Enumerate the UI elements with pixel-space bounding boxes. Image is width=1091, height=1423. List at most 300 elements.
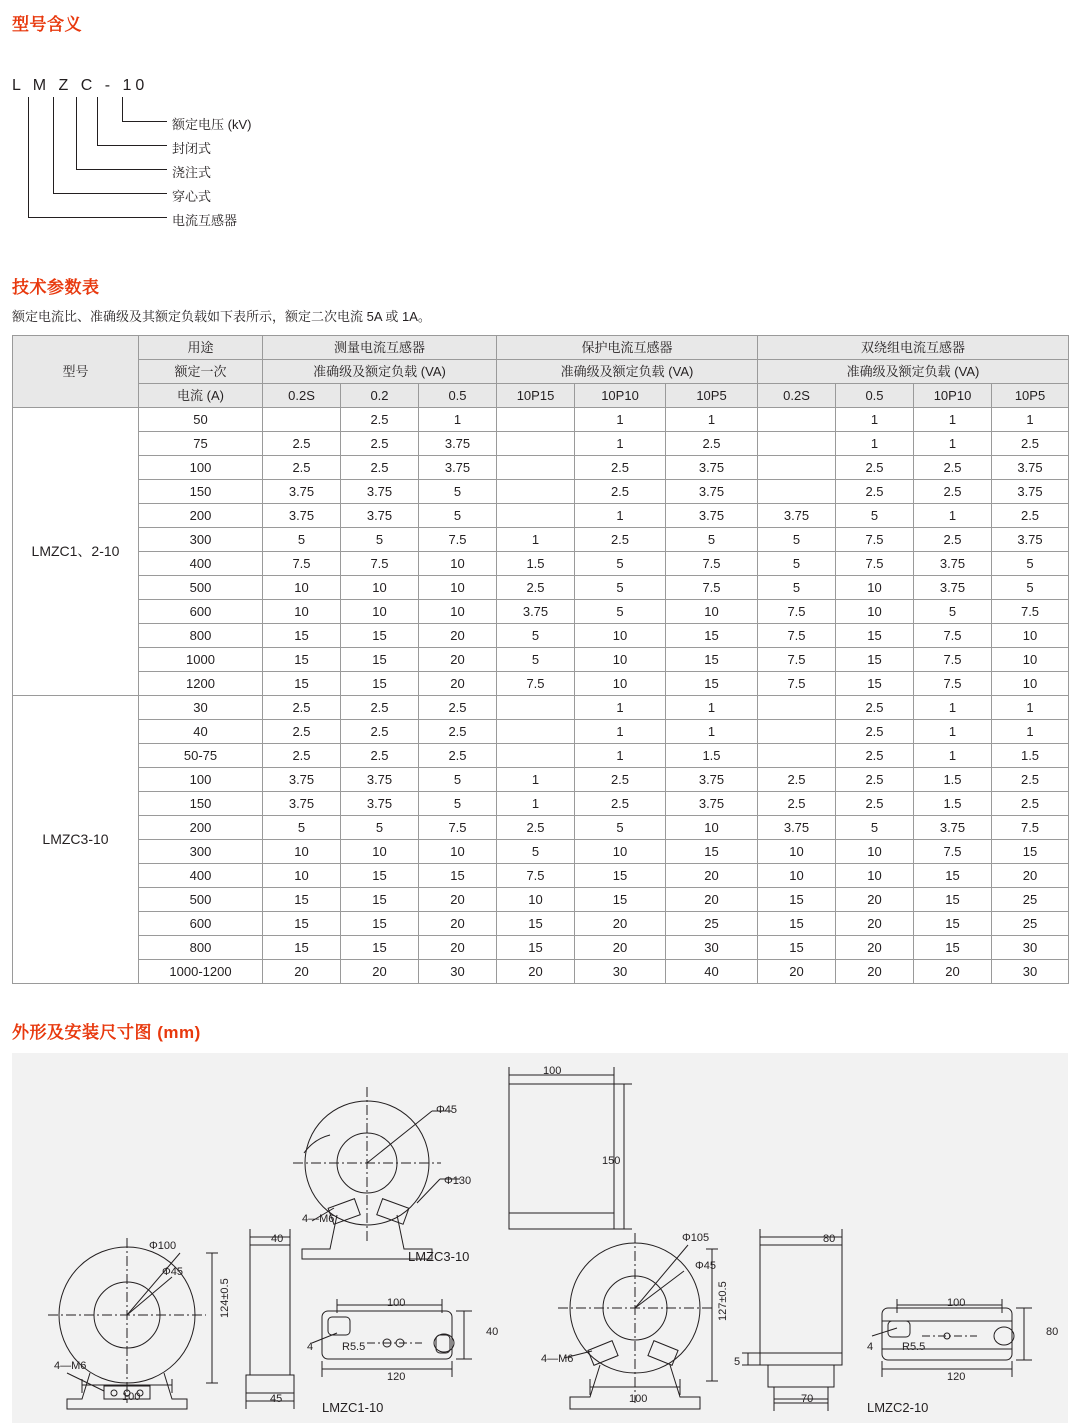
table-cell: 1: [575, 408, 666, 432]
table-cell: [497, 456, 575, 480]
table-cell: 10: [575, 840, 666, 864]
table-cell: 10: [836, 840, 914, 864]
table-cell: 20: [575, 912, 666, 936]
table-cell: 5: [341, 816, 419, 840]
table-cell: 15: [836, 672, 914, 696]
table-cell: 7.5: [992, 600, 1069, 624]
table-cell-current: 150: [139, 792, 263, 816]
table-cell: [497, 744, 575, 768]
table-cell: 3.75: [666, 504, 758, 528]
table-cell: 15: [341, 888, 419, 912]
table-row: [13, 720, 1069, 744]
table-cell: 15: [263, 648, 341, 672]
table-cell: 2.5: [341, 696, 419, 720]
drawing-caption: LMZC1-10: [322, 1400, 384, 1415]
dimension-label: Φ100: [149, 1240, 177, 1252]
table-cell: 15: [758, 936, 836, 960]
leader-line-h1: [122, 121, 167, 122]
table-row: [13, 432, 1069, 456]
table-cell: 30: [992, 960, 1069, 984]
header-col-2: 0.5: [419, 384, 497, 408]
table-cell: 20: [575, 936, 666, 960]
table-cell: 30: [419, 960, 497, 984]
table-cell: 5: [666, 528, 758, 552]
leader-line-v3: [76, 97, 77, 169]
table-cell: 3.75: [992, 456, 1069, 480]
table-cell-current: 75: [139, 432, 263, 456]
table-cell: 30: [992, 936, 1069, 960]
table-cell: 10: [666, 600, 758, 624]
lmzc2-side-foot: [768, 1365, 834, 1387]
table-cell: 5: [497, 840, 575, 864]
table-cell: 3.75: [666, 480, 758, 504]
table-cell: 3.75: [263, 792, 341, 816]
table-cell: 10: [263, 600, 341, 624]
leader-line-v5: [122, 97, 123, 121]
table-cell: 3.75: [914, 816, 992, 840]
table-cell-current: 100: [139, 456, 263, 480]
dimension-label: Φ105: [682, 1232, 710, 1244]
table-cell: 3.75: [263, 504, 341, 528]
table-cell: 7.5: [666, 552, 758, 576]
dimension-label: 127±0.5: [717, 1281, 729, 1321]
table-cell: 1: [575, 432, 666, 456]
table-cell: 1: [914, 408, 992, 432]
dimension-label: 124±0.5: [219, 1278, 231, 1318]
table-cell: 20: [419, 648, 497, 672]
table-row: [13, 648, 1069, 672]
table-cell: 2.5: [263, 720, 341, 744]
table-cell: 1: [914, 696, 992, 720]
table-cell: 2.5: [836, 792, 914, 816]
table-cell: 10: [419, 552, 497, 576]
dimension-label: 4—M6: [541, 1353, 574, 1365]
table-cell: 2.5: [419, 720, 497, 744]
dimension-label: 4: [307, 1341, 314, 1353]
table-cell: 7.5: [836, 528, 914, 552]
table-cell: 5: [419, 480, 497, 504]
table-row: [13, 480, 1069, 504]
dimension-drawing-canvas: [12, 1053, 1068, 1423]
leader-line-v2: [53, 97, 54, 193]
table-cell: 1: [992, 696, 1069, 720]
table-cell: 7.5: [914, 624, 992, 648]
table-cell: 10: [419, 600, 497, 624]
table-row: [13, 672, 1069, 696]
section-dimension-drawings: [0, 1018, 1091, 1423]
leader-line-h2: [97, 145, 167, 146]
table-cell: 7.5: [914, 672, 992, 696]
header-group-1: 保护电流互感器: [497, 336, 758, 360]
dimension-label: 4: [867, 1341, 874, 1353]
table-cell: 10: [992, 624, 1069, 648]
table-cell: 3.75: [666, 768, 758, 792]
table-cell: 5: [575, 552, 666, 576]
table-cell: 2.5: [419, 744, 497, 768]
table-cell: [758, 480, 836, 504]
table-cell: 5: [341, 528, 419, 552]
table-cell-current: 200: [139, 816, 263, 840]
lmzc2-side-body: [760, 1245, 842, 1365]
table-cell: 2.5: [836, 768, 914, 792]
table-cell: 20: [666, 864, 758, 888]
dimension-label: 80: [1046, 1326, 1059, 1338]
table-row: [13, 888, 1069, 912]
table-cell: 7.5: [666, 576, 758, 600]
table-cell: 3.75: [341, 768, 419, 792]
table-cell-current: 400: [139, 552, 263, 576]
dimension-label: Φ45: [695, 1260, 717, 1272]
table-cell: [497, 720, 575, 744]
header-col-5: 10P5: [666, 384, 758, 408]
dimension-label: 80: [823, 1233, 836, 1245]
table-cell: 15: [914, 864, 992, 888]
table-cell: 20: [497, 960, 575, 984]
table-cell: 7.5: [836, 552, 914, 576]
table-cell: 15: [263, 912, 341, 936]
table-cell: 3.75: [758, 816, 836, 840]
table-cell: 15: [497, 936, 575, 960]
table-cell: 20: [666, 888, 758, 912]
lmzc3-leader-45: [367, 1111, 432, 1163]
table-row: [13, 408, 1069, 432]
header-col-4: 10P10: [575, 384, 666, 408]
lmzc1-leader-100: [127, 1253, 180, 1315]
table-cell: 2.5: [666, 432, 758, 456]
table-cell: 5: [575, 600, 666, 624]
table-cell: 2.5: [575, 792, 666, 816]
table-cell: 10: [836, 864, 914, 888]
table-cell: 20: [419, 624, 497, 648]
dimension-label: 100: [387, 1297, 406, 1309]
table-cell: 3.75: [914, 576, 992, 600]
table-cell: 20: [836, 960, 914, 984]
dimension-label: 40: [486, 1326, 499, 1338]
table-cell: 1: [992, 720, 1069, 744]
header-col-0: 0.2S: [263, 384, 341, 408]
model-label-0: 额定电压 (kV): [172, 117, 252, 132]
table-cell-current: 400: [139, 864, 263, 888]
table-cell: [497, 696, 575, 720]
table-row: [13, 624, 1069, 648]
lmzc1-side-body: [250, 1245, 290, 1375]
table-cell: 1: [992, 408, 1069, 432]
table-cell: 2.5: [836, 480, 914, 504]
table-cell: 10: [836, 576, 914, 600]
leader-line-v1: [28, 97, 29, 217]
table-cell: 5: [575, 816, 666, 840]
table-cell: 1.5: [666, 744, 758, 768]
drawing-caption: LMZC2-10: [867, 1400, 929, 1415]
leader-line-v4: [97, 97, 98, 145]
model-code-text: L M Z C - 10: [12, 77, 149, 94]
table-cell: 1: [497, 792, 575, 816]
table-cell: 1: [575, 720, 666, 744]
table-row: [13, 768, 1069, 792]
header-row-3: [13, 384, 1069, 408]
table-cell: 1: [836, 432, 914, 456]
table-cell: 20: [419, 936, 497, 960]
table-cell: 3.75: [992, 480, 1069, 504]
dimension-label: 45: [270, 1393, 283, 1405]
lmzc1-side-foot: [246, 1375, 294, 1393]
model-code-diagram: [12, 35, 1091, 228]
table-cell: 20: [419, 912, 497, 936]
dimension-label: R5.5: [902, 1341, 926, 1353]
dimension-label: 150: [602, 1155, 621, 1167]
dimension-label: 100: [122, 1391, 141, 1403]
table-cell: 7.5: [263, 552, 341, 576]
table-cell: 7.5: [341, 552, 419, 576]
dimension-label: 70: [801, 1393, 814, 1405]
table-cell: 15: [575, 864, 666, 888]
table-cell: 10: [419, 576, 497, 600]
table-cell: 3.75: [497, 600, 575, 624]
dimension-label: Φ45: [162, 1266, 184, 1278]
table-cell: 5: [497, 624, 575, 648]
table-cell: 15: [758, 912, 836, 936]
table-cell-current: 300: [139, 840, 263, 864]
table-cell-current: 50: [139, 408, 263, 432]
lmzc2-plan-leader-r55: [872, 1328, 897, 1336]
table-cell: 10: [419, 840, 497, 864]
spec-table: [12, 335, 1069, 984]
table-cell: 1: [419, 408, 497, 432]
table-cell: 10: [497, 888, 575, 912]
lmzc1-plan-leader-r55: [312, 1333, 337, 1343]
header-current-line2: 电流 (A): [139, 384, 263, 408]
table-cell: 10: [836, 600, 914, 624]
table-row: [13, 792, 1069, 816]
table-cell: 15: [914, 912, 992, 936]
table-cell: 2.5: [914, 480, 992, 504]
header-group-1-sub: 准确级及额定负载 (VA): [497, 360, 758, 384]
table-cell: [758, 408, 836, 432]
table-cell: 10: [341, 840, 419, 864]
table-cell: 20: [992, 864, 1069, 888]
table-cell: 3.75: [666, 456, 758, 480]
table-cell: 15: [341, 648, 419, 672]
table-cell: [497, 432, 575, 456]
table-cell: 1: [666, 696, 758, 720]
table-cell-current: 500: [139, 576, 263, 600]
leader-line-h5: [28, 217, 167, 218]
dimension-label: 5: [734, 1356, 741, 1368]
table-cell: 2.5: [992, 792, 1069, 816]
header-group-0-sub: 准确级及额定负载 (VA): [263, 360, 497, 384]
table-cell: 2.5: [341, 720, 419, 744]
table-cell: 20: [419, 888, 497, 912]
table-row: [13, 864, 1069, 888]
table-cell: 15: [341, 936, 419, 960]
header-usage: 用途: [139, 336, 263, 360]
table-cell: 5: [992, 576, 1069, 600]
table-cell: 7.5: [497, 864, 575, 888]
table-cell: 5: [758, 576, 836, 600]
table-cell: [497, 408, 575, 432]
table-cell-current: 800: [139, 624, 263, 648]
section-title-dimensions: 外形及安装尺寸图 (mm): [12, 1023, 201, 1042]
table-cell: 2.5: [341, 456, 419, 480]
table-cell: 10: [263, 840, 341, 864]
header-group-0: 测量电流互感器: [263, 336, 497, 360]
section-technical-parameters: [0, 273, 1091, 984]
table-cell: 7.5: [758, 600, 836, 624]
table-cell: 10: [341, 600, 419, 624]
dimension-label: 4—M6: [54, 1360, 87, 1372]
leader-line-h4: [53, 193, 167, 194]
table-cell: 10: [575, 624, 666, 648]
table-cell: 1: [914, 432, 992, 456]
table-cell: 15: [666, 672, 758, 696]
leader-line-h3: [76, 169, 167, 170]
header-row-2: [13, 360, 1069, 384]
table-cell: 2.5: [263, 696, 341, 720]
table-cell: 1: [914, 744, 992, 768]
table-cell: 15: [836, 648, 914, 672]
table-cell: 1: [914, 720, 992, 744]
dimension-label: Φ45: [436, 1104, 458, 1116]
table-cell: 2.5: [497, 816, 575, 840]
section-title-params: 技术参数表: [12, 278, 100, 297]
table-cell: 15: [666, 840, 758, 864]
table-cell: 3.75: [419, 432, 497, 456]
lmzc2-terminal-right: [648, 1341, 678, 1366]
table-cell: 2.5: [575, 480, 666, 504]
table-cell: 2.5: [341, 744, 419, 768]
table-cell: 5: [914, 600, 992, 624]
table-cell: 1: [666, 408, 758, 432]
spec-table-head: [13, 336, 1069, 408]
table-cell: 3.75: [341, 504, 419, 528]
table-cell: 20: [758, 960, 836, 984]
table-cell-current: 100: [139, 768, 263, 792]
table-cell: 25: [992, 912, 1069, 936]
table-cell: 2.5: [263, 456, 341, 480]
table-cell: 7.5: [992, 816, 1069, 840]
table-cell: 1: [497, 768, 575, 792]
table-cell: 2.5: [419, 696, 497, 720]
header-current-line1: 额定一次: [139, 360, 263, 384]
table-cell-current: 300: [139, 528, 263, 552]
dimension-label: Φ130: [444, 1175, 472, 1187]
table-cell: 5: [419, 504, 497, 528]
table-cell-current: 600: [139, 912, 263, 936]
table-cell: 3.75: [758, 504, 836, 528]
table-row: [13, 936, 1069, 960]
table-cell: 2.5: [758, 792, 836, 816]
table-row: [13, 552, 1069, 576]
table-cell: 5: [419, 792, 497, 816]
table-cell-current: 30: [139, 696, 263, 720]
table-cell-current: 500: [139, 888, 263, 912]
table-cell: 15: [263, 888, 341, 912]
lmzc1-terminal-1: [111, 1390, 117, 1396]
model-label-4: 电流互感器: [172, 213, 238, 228]
table-cell: 10: [758, 840, 836, 864]
model-label-2: 浇注式: [172, 165, 212, 180]
table-cell-current: 1200: [139, 672, 263, 696]
table-row: [13, 600, 1069, 624]
table-cell: 10: [992, 672, 1069, 696]
table-cell: 2.5: [992, 768, 1069, 792]
table-cell: 20: [836, 912, 914, 936]
table-cell: 5: [263, 816, 341, 840]
table-cell: 7.5: [419, 816, 497, 840]
table-cell: 2.5: [836, 696, 914, 720]
lmzc3-leader-130: [417, 1179, 440, 1203]
table-cell: 7.5: [758, 672, 836, 696]
table-cell: 7.5: [914, 840, 992, 864]
table-cell: [497, 480, 575, 504]
table-cell: 1.5: [914, 792, 992, 816]
table-cell-current: 1000: [139, 648, 263, 672]
table-cell: [497, 504, 575, 528]
dimension-label: 40: [271, 1233, 284, 1245]
lmzc3-side-body: [509, 1084, 614, 1229]
table-cell: 2.5: [914, 528, 992, 552]
table-cell: 15: [263, 624, 341, 648]
table-cell: 5: [836, 816, 914, 840]
table-cell: 5: [575, 576, 666, 600]
table-cell: 20: [914, 960, 992, 984]
table-cell: 15: [836, 624, 914, 648]
header-model: 型号: [13, 336, 139, 408]
table-cell: 30: [666, 936, 758, 960]
table-cell: 1: [914, 504, 992, 528]
table-cell: 7.5: [497, 672, 575, 696]
table-cell: 2.5: [836, 744, 914, 768]
header-row-1: [13, 336, 1069, 360]
table-cell: 1.5: [914, 768, 992, 792]
spec-table-body: [13, 408, 1069, 984]
table-row: [13, 912, 1069, 936]
table-cell: 5: [419, 768, 497, 792]
table-cell: [758, 744, 836, 768]
table-row: [13, 840, 1069, 864]
table-cell: 5: [836, 504, 914, 528]
table-model-cell: LMZC1、2-10: [13, 408, 139, 696]
dimension-label: 100: [947, 1297, 966, 1309]
table-row: [13, 744, 1069, 768]
dimension-label: 4—M6: [302, 1213, 335, 1225]
dimension-label: 120: [387, 1371, 406, 1383]
table-cell: 20: [419, 672, 497, 696]
table-cell: 30: [575, 960, 666, 984]
table-cell: [758, 696, 836, 720]
dimension-drawings-svg: [12, 1053, 1068, 1423]
table-cell: 5: [758, 528, 836, 552]
table-cell: 1: [497, 528, 575, 552]
table-cell: 7.5: [758, 624, 836, 648]
lmzc1-plan-slot-l: [328, 1317, 350, 1335]
table-cell: 3.75: [341, 792, 419, 816]
table-cell: 2.5: [836, 720, 914, 744]
table-cell: 15: [992, 840, 1069, 864]
table-cell: 2.5: [341, 408, 419, 432]
dimension-label: 100: [543, 1065, 562, 1077]
table-cell: 15: [419, 864, 497, 888]
table-cell-current: 200: [139, 504, 263, 528]
param-note: 额定电流比、准确级及其额定负载如下表所示，额定二次电流 5A 或 1A。: [12, 309, 431, 324]
table-cell: 2.5: [575, 456, 666, 480]
table-cell: 5: [497, 648, 575, 672]
table-cell: 40: [666, 960, 758, 984]
table-cell: 7.5: [758, 648, 836, 672]
table-cell: 20: [263, 960, 341, 984]
lmzc2-terminal-left: [588, 1341, 618, 1366]
table-cell: 15: [914, 888, 992, 912]
